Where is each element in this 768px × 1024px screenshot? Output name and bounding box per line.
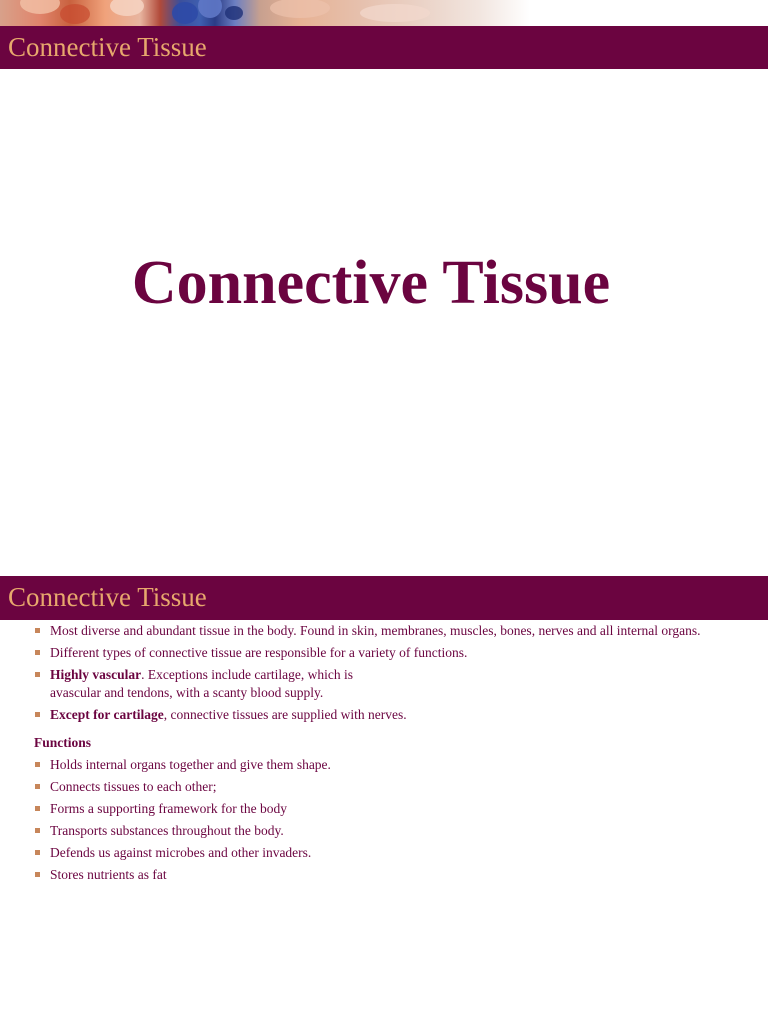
list-item: Transports substances throughout the body. [0,822,768,840]
bullet-square-icon [35,850,40,855]
bullet-square-icon [35,828,40,833]
list-item: Different types of connective tissue are responsible for a variety of functions. [0,644,768,662]
list-item: Highly vascular. Exceptions include cartilage, which is avascular and tendons, with a scanty blood supply. [0,666,768,702]
bullet-square-icon [35,672,40,677]
functions-bullet-list [0,756,768,884]
list-item: Connects tissues to each other; [0,778,768,796]
slide-header-title: Connective Tissue [8,32,207,62]
list-item: Holds internal organs together and give them shape. [0,756,768,774]
list-item: Stores nutrients as fat [0,866,768,884]
bullet-square-icon [35,628,40,633]
list-item: Except for cartilage, connective tissues are supplied with nerves. [0,706,768,724]
bullet-square-icon [35,712,40,717]
functions-heading: Functions [34,735,92,750]
slide-header-bar [0,576,768,620]
slide-content [0,622,768,888]
bullet-square-icon [35,872,40,877]
slide-header-bar [0,26,768,69]
list-item: Forms a supporting framework for the body [0,800,768,818]
bullet-square-icon [35,762,40,767]
main-title: Connective Tissue [131,249,611,317]
bullet-square-icon [35,650,40,655]
tissue-banner-image [0,0,768,26]
intro-bullet-list [0,622,768,724]
content-slide [0,576,768,1024]
slide-header-title: Connective Tissue [8,582,207,612]
list-item: Most diverse and abundant tissue in the body. Found in skin, membranes, muscles, bones, nerves and all internal organs. [0,622,768,640]
bullet-square-icon [35,784,40,789]
bullet-square-icon [35,806,40,811]
list-item: Defends us against microbes and other invaders. [0,844,768,862]
